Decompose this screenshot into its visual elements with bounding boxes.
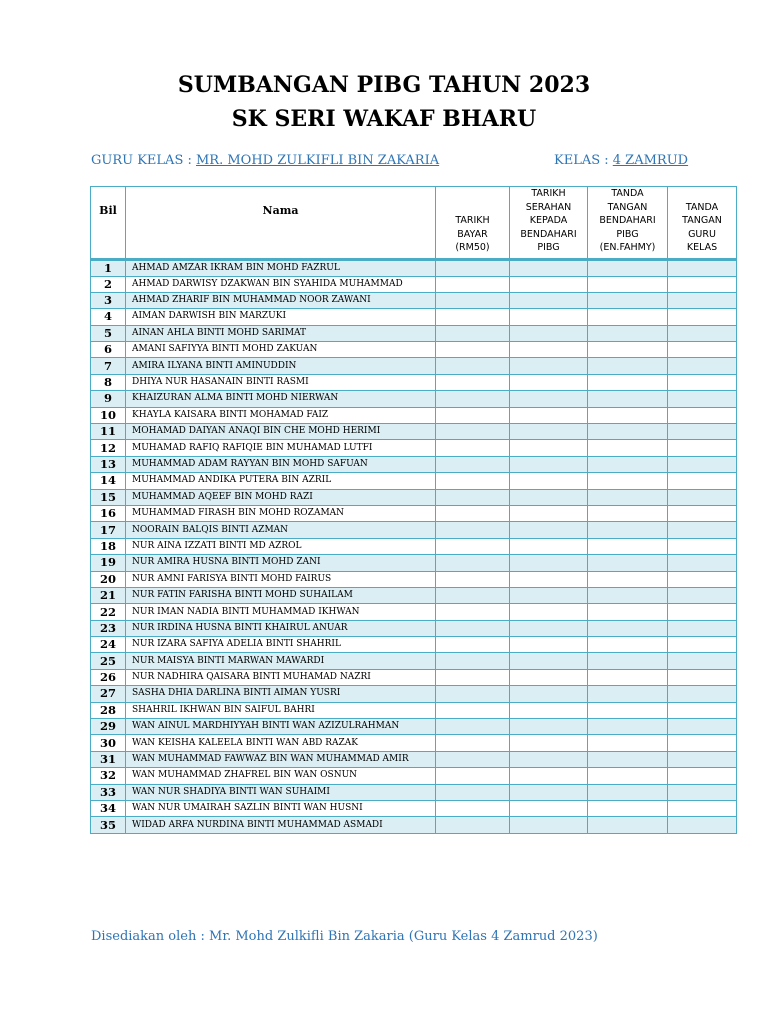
- row-number: 21: [91, 587, 126, 603]
- header-line: TARIKH: [531, 188, 566, 199]
- student-name: KHAYLA KAISARA BINTI MOHAMAD FAIZ: [126, 407, 436, 423]
- tanda-guru-cell[interactable]: [668, 784, 737, 800]
- tarikh-serahan-cell[interactable]: [510, 702, 588, 718]
- row-number: 3: [91, 292, 126, 308]
- tanda-guru-cell[interactable]: [668, 325, 737, 341]
- table-row: [91, 473, 737, 489]
- row-number: 19: [91, 555, 126, 571]
- tarikh-serahan-cell[interactable]: [510, 276, 588, 292]
- tarikh-bayar-cell[interactable]: [436, 735, 510, 751]
- tarikh-serahan-cell[interactable]: [510, 735, 588, 751]
- tarikh-serahan-cell[interactable]: [510, 686, 588, 702]
- tarikh-serahan-cell[interactable]: [510, 309, 588, 325]
- tanda-bendahari-cell[interactable]: [588, 604, 668, 620]
- tarikh-bayar-cell[interactable]: [436, 751, 510, 767]
- header-line: PIBG: [537, 242, 560, 253]
- header-line: TARIKH: [455, 215, 490, 226]
- tanda-guru-cell[interactable]: [668, 292, 737, 308]
- tarikh-serahan-cell[interactable]: [510, 719, 588, 735]
- student-name: AHMAD ZHARIF BIN MUHAMMAD NOOR ZAWANI: [126, 292, 436, 308]
- tanda-bendahari-cell[interactable]: [588, 473, 668, 489]
- student-name: MUHAMMAD AQEEF BIN MOHD RAZI: [126, 489, 436, 505]
- student-name: SASHA DHIA DARLINA BINTI AIMAN YUSRI: [126, 686, 436, 702]
- student-name: MUHAMMAD ADAM RAYYAN BIN MOHD SAFUAN: [126, 456, 436, 472]
- student-name: NOORAIN BALQIS BINTI AZMAN: [126, 522, 436, 538]
- tanda-bendahari-cell[interactable]: [588, 538, 668, 554]
- tanda-bendahari-cell[interactable]: [588, 620, 668, 636]
- row-number: 22: [91, 604, 126, 620]
- tarikh-serahan-cell[interactable]: [510, 342, 588, 358]
- table-row: [91, 571, 737, 587]
- tanda-guru-cell[interactable]: [668, 686, 737, 702]
- tarikh-bayar-cell[interactable]: [436, 374, 510, 390]
- row-number: 7: [91, 358, 126, 374]
- tarikh-bayar-cell[interactable]: [436, 522, 510, 538]
- header-line: KELAS: [686, 242, 718, 253]
- table-row: [91, 358, 737, 374]
- student-name: NUR MAISYA BINTI MARWAN MAWARDI: [126, 653, 436, 669]
- header-line: TANDA: [611, 188, 644, 199]
- student-name: MUHAMMAD ANDIKA PUTERA BIN AZRIL: [126, 473, 436, 489]
- row-number: 23: [91, 620, 126, 636]
- table-row: [91, 620, 737, 636]
- table-row: [91, 538, 737, 554]
- table-row: [91, 801, 737, 817]
- class-teacher-value: MR. MOHD ZULKIFLI BIN ZAKARIA: [196, 153, 440, 168]
- row-number: 1: [91, 259, 126, 276]
- tanda-bendahari-cell[interactable]: [588, 456, 668, 472]
- tarikh-serahan-cell[interactable]: [510, 538, 588, 554]
- row-number: 14: [91, 473, 126, 489]
- tanda-guru-cell[interactable]: [668, 817, 737, 833]
- tarikh-bayar-cell[interactable]: [436, 456, 510, 472]
- tarikh-serahan-cell[interactable]: [510, 489, 588, 505]
- row-number: 17: [91, 522, 126, 538]
- contribution-table: [90, 186, 737, 834]
- student-name: WAN MUHAMMAD FAWWAZ BIN WAN MUHAMMAD AMIR: [126, 751, 436, 767]
- table-body: [91, 259, 737, 833]
- class-teacher-label: GURU KELAS :: [91, 153, 196, 168]
- table-row: [91, 817, 737, 833]
- table-row: [91, 391, 737, 407]
- header-line: (EN.FAHMY): [599, 242, 656, 253]
- student-name: WIDAD ARFA NURDINA BINTI MUHAMMAD ASMADI: [126, 817, 436, 833]
- table-row: [91, 522, 737, 538]
- student-name: WAN NUR UMAIRAH SAZLIN BINTI WAN HUSNI: [126, 801, 436, 817]
- student-name: NUR FATIN FARISHA BINTI MOHD SUHAILAM: [126, 587, 436, 603]
- tanda-bendahari-cell[interactable]: [588, 587, 668, 603]
- tanda-guru-cell[interactable]: [668, 620, 737, 636]
- row-number: 28: [91, 702, 126, 718]
- tarikh-serahan-cell[interactable]: [510, 587, 588, 603]
- tarikh-serahan-cell[interactable]: [510, 505, 588, 521]
- row-number: 30: [91, 735, 126, 751]
- table-row: [91, 702, 737, 718]
- student-name: AMANI SAFIYYA BINTI MOHD ZAKUAN: [126, 342, 436, 358]
- tarikh-bayar-cell[interactable]: [436, 817, 510, 833]
- student-name: NUR AMIRA HUSNA BINTI MOHD ZANI: [126, 555, 436, 571]
- tarikh-bayar-cell[interactable]: [436, 538, 510, 554]
- tanda-guru-cell[interactable]: [668, 571, 737, 587]
- tarikh-serahan-cell[interactable]: [510, 292, 588, 308]
- header-line: SERAHAN: [525, 201, 572, 213]
- tarikh-serahan-cell[interactable]: [510, 456, 588, 472]
- table-row: [91, 555, 737, 571]
- student-name: NUR AMNI FARISYA BINTI MOHD FAIRUS: [126, 571, 436, 587]
- tarikh-bayar-cell[interactable]: [436, 424, 510, 440]
- tanda-guru-cell[interactable]: [668, 653, 737, 669]
- table-row: [91, 424, 737, 440]
- tanda-bendahari-cell[interactable]: [588, 259, 668, 276]
- table-row: [91, 669, 737, 685]
- table-row: [91, 489, 737, 505]
- tanda-guru-cell[interactable]: [668, 276, 737, 292]
- tanda-bendahari-cell[interactable]: [588, 686, 668, 702]
- row-number: 26: [91, 669, 126, 685]
- tarikh-bayar-cell[interactable]: [436, 801, 510, 817]
- row-number: 24: [91, 637, 126, 653]
- tanda-guru-cell[interactable]: [668, 719, 737, 735]
- page-title: SUMBANGAN PIBG TAHUN 2023: [177, 72, 591, 98]
- tanda-guru-cell[interactable]: [668, 374, 737, 390]
- tanda-bendahari-cell[interactable]: [588, 292, 668, 308]
- tanda-guru-cell[interactable]: [668, 489, 737, 505]
- row-number: 2: [91, 276, 126, 292]
- tarikh-serahan-cell[interactable]: [510, 374, 588, 390]
- tanda-bendahari-cell[interactable]: [588, 358, 668, 374]
- tarikh-bayar-cell[interactable]: [436, 669, 510, 685]
- tarikh-bayar-cell[interactable]: [436, 637, 510, 653]
- tarikh-serahan-cell[interactable]: [510, 424, 588, 440]
- table-row: [91, 325, 737, 341]
- row-number: 32: [91, 768, 126, 784]
- tanda-guru-cell[interactable]: [668, 538, 737, 554]
- tanda-bendahari-cell[interactable]: [588, 309, 668, 325]
- tanda-guru-cell[interactable]: [668, 342, 737, 358]
- tanda-bendahari-cell[interactable]: [588, 522, 668, 538]
- row-number: 4: [91, 309, 126, 325]
- student-name: MUHAMAD RAFIQ RAFIQIE BIN MUHAMAD LUTFI: [126, 440, 436, 456]
- tanda-guru-cell[interactable]: [668, 751, 737, 767]
- header-tarikh-serahan: [510, 187, 588, 260]
- row-number: 9: [91, 391, 126, 407]
- tarikh-bayar-cell[interactable]: [436, 768, 510, 784]
- tanda-guru-cell[interactable]: [668, 440, 737, 456]
- class-name-value: 4 ZAMRUD: [612, 153, 689, 168]
- tanda-bendahari-cell[interactable]: [588, 637, 668, 653]
- tarikh-bayar-cell[interactable]: [436, 555, 510, 571]
- table-row: [91, 407, 737, 423]
- tarikh-bayar-cell[interactable]: [436, 571, 510, 587]
- tarikh-serahan-cell[interactable]: [510, 604, 588, 620]
- row-number: 34: [91, 801, 126, 817]
- row-number: 6: [91, 342, 126, 358]
- tanda-bendahari-cell[interactable]: [588, 719, 668, 735]
- header-tanda-bendahari: [588, 187, 668, 260]
- row-number: 35: [91, 817, 126, 833]
- header-line: BENDAHARI: [599, 215, 656, 226]
- tanda-bendahari-cell[interactable]: [588, 669, 668, 685]
- row-number: 18: [91, 538, 126, 554]
- tarikh-bayar-cell[interactable]: [436, 407, 510, 423]
- header-line: PIBG: [616, 228, 639, 240]
- student-name: WAN KEISHA KALEELA BINTI WAN ABD RAZAK: [126, 735, 436, 751]
- tanda-bendahari-cell[interactable]: [588, 342, 668, 358]
- header-line: BENDAHARI: [520, 228, 577, 240]
- prepared-by-note: Disediakan oleh : Mr. Mohd Zulkifli Bin Zakaria (Guru Kelas 4 Zamrud 2023): [91, 929, 598, 944]
- row-number: 11: [91, 424, 126, 440]
- tanda-bendahari-cell[interactable]: [588, 784, 668, 800]
- tarikh-serahan-cell[interactable]: [510, 817, 588, 833]
- tanda-guru-cell[interactable]: [668, 505, 737, 521]
- student-name: NUR NADHIRA QAISARA BINTI MUHAMAD NAZRI: [126, 669, 436, 685]
- tarikh-serahan-cell[interactable]: [510, 259, 588, 276]
- tanda-bendahari-cell[interactable]: [588, 489, 668, 505]
- tarikh-bayar-cell[interactable]: [436, 292, 510, 308]
- row-number: 33: [91, 784, 126, 800]
- student-name: DHIYA NUR HASANAIN BINTI RASMI: [126, 374, 436, 390]
- table-row: [91, 686, 737, 702]
- header-line: BAYAR: [457, 228, 488, 240]
- table-row: [91, 604, 737, 620]
- table-row: [91, 784, 737, 800]
- tarikh-bayar-cell[interactable]: [436, 342, 510, 358]
- header-line: GURU: [688, 228, 716, 240]
- table-row: [91, 719, 737, 735]
- table-row: [91, 309, 737, 325]
- header-tarikh-bayar: [436, 187, 510, 260]
- tanda-bendahari-cell[interactable]: [588, 505, 668, 521]
- tanda-bendahari-cell[interactable]: [588, 424, 668, 440]
- header-nama: Nama: [126, 187, 436, 260]
- tanda-guru-cell[interactable]: [668, 522, 737, 538]
- table-row: [91, 292, 737, 308]
- tanda-bendahari-cell[interactable]: [588, 735, 668, 751]
- row-number: 10: [91, 407, 126, 423]
- row-number: 29: [91, 719, 126, 735]
- table-row: [91, 637, 737, 653]
- student-name: SHAHRIL IKHWAN BIN SAIFUL BAHRI: [126, 702, 436, 718]
- header-line: TANGAN: [607, 201, 648, 213]
- tanda-bendahari-cell[interactable]: [588, 751, 668, 767]
- tarikh-bayar-cell[interactable]: [436, 620, 510, 636]
- tarikh-bayar-cell[interactable]: [436, 719, 510, 735]
- row-number: 8: [91, 374, 126, 390]
- table-row: [91, 342, 737, 358]
- tanda-bendahari-cell[interactable]: [588, 817, 668, 833]
- student-name: AIMAN DARWISH BIN MARZUKI: [126, 309, 436, 325]
- tarikh-bayar-cell[interactable]: [436, 276, 510, 292]
- student-name: NUR IRDINA HUSNA BINTI KHAIRUL ANUAR: [126, 620, 436, 636]
- tanda-guru-cell[interactable]: [668, 735, 737, 751]
- tarikh-serahan-cell[interactable]: [510, 325, 588, 341]
- tarikh-bayar-cell[interactable]: [436, 473, 510, 489]
- row-number: 20: [91, 571, 126, 587]
- student-name: NUR IZARA SAFIYA ADELIA BINTI SHAHRIL: [126, 637, 436, 653]
- tarikh-bayar-cell[interactable]: [436, 358, 510, 374]
- row-number: 31: [91, 751, 126, 767]
- class-name-label: KELAS :: [554, 153, 613, 168]
- table-row: [91, 768, 737, 784]
- tanda-bendahari-cell[interactable]: [588, 374, 668, 390]
- tanda-guru-cell[interactable]: [668, 801, 737, 817]
- student-name: NUR IMAN NADIA BINTI MUHAMMAD IKHWAN: [126, 604, 436, 620]
- tanda-guru-cell[interactable]: [668, 391, 737, 407]
- header-bil: Bil: [91, 187, 126, 260]
- tarikh-bayar-cell[interactable]: [436, 440, 510, 456]
- tanda-guru-cell[interactable]: [668, 669, 737, 685]
- table-row: [91, 751, 737, 767]
- table-row: [91, 259, 737, 276]
- tarikh-serahan-cell[interactable]: [510, 751, 588, 767]
- row-number: 25: [91, 653, 126, 669]
- tanda-bendahari-cell[interactable]: [588, 276, 668, 292]
- header-line: TANGAN: [682, 215, 722, 226]
- tanda-guru-cell[interactable]: [668, 604, 737, 620]
- student-name: AINAN AHLA BINTI MOHD SARIMAT: [126, 325, 436, 341]
- tarikh-bayar-cell[interactable]: [436, 587, 510, 603]
- tarikh-serahan-cell[interactable]: [510, 768, 588, 784]
- table-row: [91, 374, 737, 390]
- table-row: [91, 735, 737, 751]
- tarikh-serahan-cell[interactable]: [510, 522, 588, 538]
- student-name: MUHAMMAD FIRASH BIN MOHD ROZAMAN: [126, 505, 436, 521]
- tarikh-serahan-cell[interactable]: [510, 653, 588, 669]
- tarikh-bayar-cell[interactable]: [436, 391, 510, 407]
- tanda-guru-cell[interactable]: [668, 637, 737, 653]
- table-header-row: [91, 187, 737, 260]
- tarikh-bayar-cell[interactable]: [436, 653, 510, 669]
- class-teacher-info: [91, 153, 439, 168]
- header-tanda-guru: [668, 187, 737, 260]
- tarikh-serahan-cell[interactable]: [510, 440, 588, 456]
- table-row: [91, 276, 737, 292]
- tarikh-serahan-cell[interactable]: [510, 571, 588, 587]
- tanda-guru-cell[interactable]: [668, 587, 737, 603]
- tarikh-bayar-cell[interactable]: [436, 686, 510, 702]
- tanda-guru-cell[interactable]: [668, 309, 737, 325]
- tanda-guru-cell[interactable]: [668, 358, 737, 374]
- tarikh-bayar-cell[interactable]: [436, 784, 510, 800]
- tanda-guru-cell[interactable]: [668, 555, 737, 571]
- tarikh-serahan-cell[interactable]: [510, 358, 588, 374]
- tanda-bendahari-cell[interactable]: [588, 653, 668, 669]
- tarikh-serahan-cell[interactable]: [510, 620, 588, 636]
- row-number: 27: [91, 686, 126, 702]
- row-number: 15: [91, 489, 126, 505]
- table-row: [91, 505, 737, 521]
- tarikh-serahan-cell[interactable]: [510, 637, 588, 653]
- tanda-guru-cell[interactable]: [668, 702, 737, 718]
- header-line: KEPADA: [529, 215, 568, 226]
- student-name: NUR AINA IZZATI BINTI MD AZROL: [126, 538, 436, 554]
- row-number: 12: [91, 440, 126, 456]
- tanda-guru-cell[interactable]: [668, 424, 737, 440]
- tarikh-bayar-cell[interactable]: [436, 309, 510, 325]
- tarikh-bayar-cell[interactable]: [436, 489, 510, 505]
- student-name: WAN AINUL MARDHIYYAH BINTI WAN AZIZULRAHMAN: [126, 719, 436, 735]
- tarikh-serahan-cell[interactable]: [510, 555, 588, 571]
- tanda-bendahari-cell[interactable]: [588, 407, 668, 423]
- tanda-bendahari-cell[interactable]: [588, 571, 668, 587]
- tarikh-bayar-cell[interactable]: [436, 325, 510, 341]
- tarikh-serahan-cell[interactable]: [510, 473, 588, 489]
- tanda-bendahari-cell[interactable]: [588, 325, 668, 341]
- student-name: AHMAD DARWISY DZAKWAN BIN SYAHIDA MUHAMMAD: [126, 276, 436, 292]
- table-row: [91, 440, 737, 456]
- tarikh-bayar-cell[interactable]: [436, 505, 510, 521]
- tanda-bendahari-cell[interactable]: [588, 768, 668, 784]
- tanda-guru-cell[interactable]: [668, 473, 737, 489]
- row-number: 16: [91, 505, 126, 521]
- tanda-guru-cell[interactable]: [668, 456, 737, 472]
- tarikh-bayar-cell[interactable]: [436, 604, 510, 620]
- tanda-guru-cell[interactable]: [668, 407, 737, 423]
- tarikh-serahan-cell[interactable]: [510, 391, 588, 407]
- student-name: MOHAMAD DAIYAN ANAQI BIN CHE MOHD HERIMI: [126, 424, 436, 440]
- tarikh-serahan-cell[interactable]: [510, 784, 588, 800]
- tarikh-bayar-cell[interactable]: [436, 702, 510, 718]
- tanda-bendahari-cell[interactable]: [588, 702, 668, 718]
- tarikh-serahan-cell[interactable]: [510, 407, 588, 423]
- tanda-guru-cell[interactable]: [668, 768, 737, 784]
- tanda-bendahari-cell[interactable]: [588, 391, 668, 407]
- tanda-bendahari-cell[interactable]: [588, 801, 668, 817]
- tarikh-bayar-cell[interactable]: [436, 259, 510, 276]
- student-name: AHMAD AMZAR IKRAM BIN MOHD FAZRUL: [126, 259, 436, 276]
- table-row: [91, 587, 737, 603]
- tarikh-serahan-cell[interactable]: [510, 801, 588, 817]
- tarikh-serahan-cell[interactable]: [510, 669, 588, 685]
- school-name: SK SERI WAKAF BHARU: [231, 106, 537, 132]
- header-line: TANDA: [685, 201, 719, 213]
- row-number: 13: [91, 456, 126, 472]
- student-name: WAN NUR SHADIYA BINTI WAN SUHAIMI: [126, 784, 436, 800]
- tanda-bendahari-cell[interactable]: [588, 555, 668, 571]
- class-name-info: [554, 153, 688, 168]
- table-row: [91, 653, 737, 669]
- tanda-guru-cell[interactable]: [668, 259, 737, 276]
- student-name: AMIRA ILYANA BINTI AMINUDDIN: [126, 358, 436, 374]
- row-number: 5: [91, 325, 126, 341]
- header-line: (RM50): [455, 242, 490, 253]
- table-row: [91, 456, 737, 472]
- student-name: KHAIZURAN ALMA BINTI MOHD NIERWAN: [126, 391, 436, 407]
- tanda-bendahari-cell[interactable]: [588, 440, 668, 456]
- student-name: WAN MUHAMMAD ZHAFREL BIN WAN OSNUN: [126, 768, 436, 784]
